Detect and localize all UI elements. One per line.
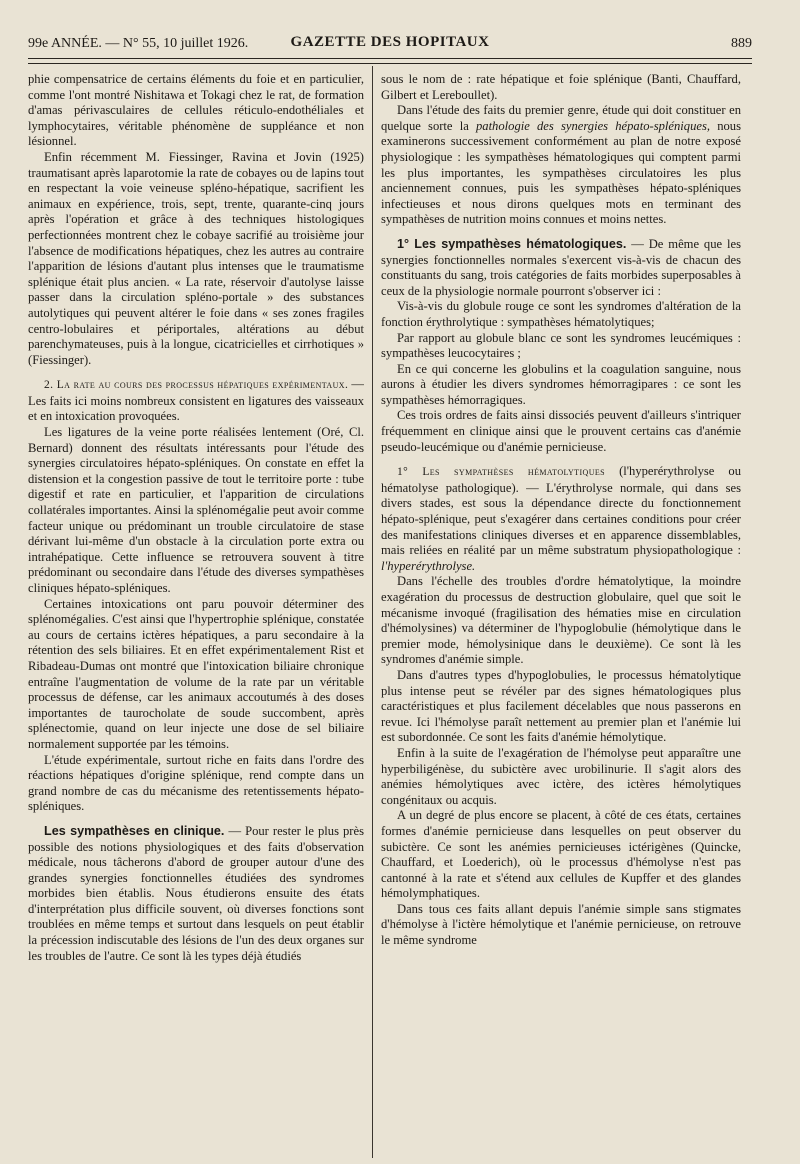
header-rule xyxy=(28,58,752,59)
paragraph: Enfin récemment M. Fiessinger, Ravina et Jovin (1925) traumatisant après laparotomie la rate de cobayes ou de lapins tout en respectant la voie veineuse spléno-hépatique, sacrifient les animaux en expérience, trois, sept, trente, quarante-cinq jours après l'opération et grâce à des techniques histologiques perfectionnées montrent chez le cobaye sacrifié au troisième jour l'absence de modifications hépatiques, chez les autres au contraire l'apparition de lésions d'autant plus intenses que le traumatisme splénique était plus ancien. « La rate, réservoir d'autolyse laisse passer dans la circulation spléno-portale » des substances autolytiques qui peuvent altérer le foie dans « ses zones fragiles centro-lobulaires et périportales, altérations au début parenchymateuses, puis à la longue, cicatricielles et cirrhotiques » (Fiessinger). xyxy=(28,149,364,367)
paragraph: Certaines intoxications ont paru pouvoir déterminer des splénomégalies. C'est ainsi que l'hypertrophie splénique, constatée au cours de certains ictères hépatiques, a paru secondaire à la rétention des sels biliaires. Et en effet expérimentalement Rist et Ribadeau-Dumas ont montré que l'intoxication biliaire chronique entraîne l'augmentation de volume de la rate par un véritable processus de défense, car les animaux accoutumés à des doses importantes de taurocholate de soude succombent, après splénectomie, quand on leur injecte une dose de sel biliaire normalement supportée par les témoins. xyxy=(28,596,364,751)
section-paragraph: 1° Les sympathèses hématolytiques (l'hyperérythrolyse ou hématolyse pathologique). — L'érythrolyse normale, qui dans ses divers stades, est sous la dépendance directe du fonctionnement hépato-splénique, peut s'exagérer dans certaines conditions pour créer des manifestations cliniques diverses et en apparence dissemblables, mais reliées en réalité par un même substratum physiopathologique : l'hyperérythrolyse. xyxy=(381,464,741,573)
paragraph: Dans l'échelle des troubles d'ordre hématolytique, la moindre exagération du processus de destruction globulaire, quel que soit le mécanisme invoqué (fragilisation des hématies mise en circulation d'hémolysines) va déterminer de l'hypoglobulie (hémolytique dans le premier mode, hémolysinique dans le deuxième). Ce sont là les syndromes d'anémie simple. xyxy=(381,574,741,667)
section-paragraph: 1° Les sympathèses hématologiques. — De même que les synergies fonctionnelles normales s'exercent vis-à-vis de chacun des constituants du sang, trois catégories de faits morbides superposables à ceux de la physiologie normale pourront s'observer ici : xyxy=(381,236,741,298)
paragraph: Enfin à la suite de l'exagération de l'hémolyse peut apparaître une hyperbiligénèse, du subictère avec urobilinurie. Il s'agit alors des anémies hémolytiques avec ictère, des ictères hémolytiques congénitaux ou acquis. xyxy=(381,745,741,807)
column-divider xyxy=(372,66,373,1158)
paragraph: sous le nom de : rate hépatique et foie splénique (Banti, Chauffard, Gilbert et Lereboullet). xyxy=(381,72,741,102)
paragraph: L'étude expérimentale, surtout riche en faits dans l'ordre des réactions hépatiques d'origine splénique, rend compte dans un grand nombre de cas du mécanisme des retentissements hépato-spléniques. xyxy=(28,752,364,814)
paragraph: Dans d'autres types d'hypoglobulies, le processus hématolytique plus intense peut se révéler par des signes hématologiques plus caractéristiques et plus facilement décelables que nous passerons en revue. Ici l'hémolyse paraît nettement au premier plan et l'anémie lui est subordonnée. Ce sont les faits d'anémie hémolytique. xyxy=(381,667,741,745)
paragraph: Ces trois ordres de faits ainsi dissociés peuvent d'ailleurs s'intriquer fréquemment en clinique ainsi que le prouvent certains cas d'anémie pseudo-leucémique ou d'anémie pernicieuse. xyxy=(381,408,741,454)
section-heading: 1° Les sympathèses hématolytiques xyxy=(397,466,606,479)
journal-title: GAZETTE DES HOPITAUX xyxy=(290,34,490,50)
page-header xyxy=(28,30,752,56)
paragraph: En ce qui concerne les globulins et la coagulation sanguine, nous aurons à étudier les divers syndromes hémorragipares : ce sont les sympathèses hémorragiques. xyxy=(381,361,741,407)
paragraph: Par rapport au globule blanc ce sont les syndromes leucémiques : sympathèses leucocytaires ; xyxy=(381,330,741,361)
section-heading: Les sympathèses en clinique. xyxy=(44,823,225,838)
paragraph: Les ligatures de la veine porte réalisées lentement (Oré, Cl. Bernard) donnent des résultats intéressants pour l'étude des synergies circulatoires hépato-spléniques. On constate en effet la distension et la congestion passive de tout le territoire porte : tube digestif et rate en particulier, et l'apparition de circulations collatérales importantes. Ainsi la splénomégalie peut avoir comme facteur unique ou prédominant un trouble circulatoire de stase dérivant lui-même d'un obstacle à la circulation porte extra ou intrahépatique. Cette influence se retrouvera souvent à titre prédominant ou secondaire dans l'étude des diverses sympathèses cliniques hépato-spléniques. xyxy=(28,425,364,595)
paragraph: phie compensatrice de certains éléments du foie et en particulier, comme l'ont montré Nishitawa et Tokagi chez le rat, de formation d'amas périvasculaires de cellules réticulo-endothéliales et lymphocytaires, véritable phénomène de suppléance et non lésionnel. xyxy=(28,72,364,149)
paragraph: Dans l'étude des faits du premier genre, étude qui doit constituer en quelque sorte la pathologie des synergies hépato-spléniques, nous examinerons successivement conformément au plan de notre exposé physiologique : les sympathèses hématologiques qui comptent parmi les plus importantes, les sympathèses circulatoires les plus anciennement connues, puis les sympathèses hépato-spléniques infectieuses et nous dirons quelques mots en terminant des sympathèses de nutrition moins connues et moins nettes. xyxy=(381,103,741,227)
paragraph: Dans tous ces faits allant depuis l'anémie simple sans stigmates d'hémolyse à l'ictère hémolytique et l'anémie pernicieuse, on retrouve le même syndrome xyxy=(381,901,741,948)
section-paragraph: 2. La rate au cours des processus hépatiques expérimentaux. — Les faits ici moins nombreux consistent en ligatures des vaisseaux et en intoxication provoquées. xyxy=(28,377,364,424)
section-heading: 1° Les sympathèses hématologiques. xyxy=(397,236,627,251)
left-column xyxy=(28,72,364,1157)
header-rule-double xyxy=(28,63,752,64)
section-paragraph: Les sympathèses en clinique. — Pour rester le plus près possible des notions physiologiques et des faits d'observation médicale, nous tâcherons d'abord de grouper autour d'une des grandes synergies fonctionnelles étudiées des syndromes morbides bien établis. Nous étudierons ensuite des états d'interprétation plus difficile souvent, où diverses fonctions sont troublées en même temps et surtout dans lesquels on peut établir la précession indiscutable des lésions de l'un des deux organes sur les troubles de l'autre. Ce sont là les types déjà étudiés xyxy=(28,823,364,963)
page-number: 889 xyxy=(731,36,752,51)
issue-info: 99e ANNÉE. — N° 55, 10 juillet 1926. xyxy=(28,36,249,51)
right-column xyxy=(381,72,741,1157)
section-heading: 2. La rate au cours des processus hépatiques expérimentaux. xyxy=(44,379,349,392)
paragraph: A un degré de plus encore se placent, à côté de ces états, certaines formes d'anémie pernicieuse dans lesquelles on peut observer du subictère. Ce sont les anémies pernicieuses ictérigènes (Quincke, Chauffard, et Loederich), où le processus d'hémolyse n'est pas cantonné à la rate et s'étend aux cellules de Kupffer et des glandes hémolymphatiques. xyxy=(381,808,741,901)
paragraph: Vis-à-vis du globule rouge ce sont les syndromes d'altération de la fonction érythrolytique : sympathèses hématolytiques; xyxy=(381,299,741,329)
